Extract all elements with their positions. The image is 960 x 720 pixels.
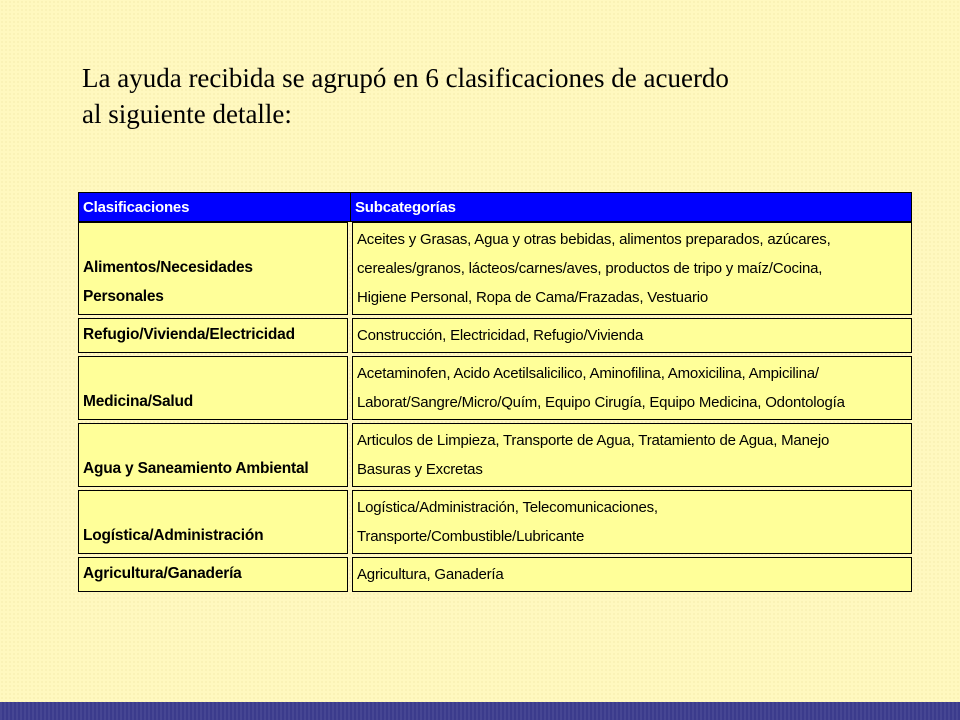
- subcategory-line: Logística/Administración, Telecomunicaciones,: [357, 499, 658, 516]
- subcategory-line: Laborat/Sangre/Micro/Quím, Equipo Cirugía, Equipo Medicina, Odontología: [357, 394, 845, 411]
- subcategory-line: cereales/granos, lácteos/carnes/aves, productos de tripo y maíz/Cocina,: [357, 260, 823, 277]
- classification-table: [78, 192, 912, 592]
- subcategory-line: Articulos de Limpieza, Transporte de Agua, Tratamiento de Agua, Manejo: [357, 432, 830, 449]
- classification-cell: [78, 490, 348, 554]
- intro-text: [82, 60, 872, 132]
- classification-line: Personales: [83, 288, 164, 305]
- classification-line: Alimentos/Necesidades: [83, 259, 253, 276]
- subcategory-line: Aceites y Grasas, Agua y otras bebidas, alimentos preparados, azúcares,: [357, 231, 831, 248]
- header-clasificaciones: Clasificaciones: [79, 193, 351, 221]
- classification-line: Agricultura/Ganadería: [83, 565, 242, 582]
- intro-line-2: al siguiente detalle:: [82, 99, 292, 129]
- table-header: [78, 192, 912, 222]
- subcategory-cell: [352, 356, 912, 420]
- subcategory-cell: [352, 557, 912, 592]
- subcategory-line: Basuras y Excretas: [357, 461, 483, 478]
- table-row: [78, 423, 912, 487]
- header-subcategorias: Subcategorías: [355, 199, 456, 216]
- classification-line: Refugio/Vivienda/Electricidad: [83, 326, 295, 343]
- classification-cell: [78, 318, 348, 353]
- table-row: [78, 318, 912, 353]
- table-row: [78, 356, 912, 420]
- subcategory-cell: [352, 490, 912, 554]
- subcategory-line: Higiene Personal, Ropa de Cama/Frazadas, Vestuario: [357, 289, 709, 306]
- subcategory-line: Acetaminofen, Acido Acetilsalicilico, Aminofilina, Amoxicilina, Ampicilina/: [357, 365, 819, 382]
- subcategory-cell: [352, 423, 912, 487]
- classification-cell: [78, 222, 348, 315]
- subcategory-line: Construcción, Electricidad, Refugio/Vivienda: [357, 327, 644, 344]
- footer-bar: [0, 702, 960, 720]
- classification-cell: [78, 356, 348, 420]
- table-row: [78, 490, 912, 554]
- table-row: [78, 222, 912, 315]
- subcategory-cell: [352, 222, 912, 315]
- intro-line-1: La ayuda recibida se agrupó en 6 clasificaciones de acuerdo: [82, 63, 729, 93]
- classification-cell: [78, 423, 348, 487]
- table-row: [78, 557, 912, 592]
- classification-line: Agua y Saneamiento Ambiental: [83, 460, 309, 477]
- classification-line: Logística/Administración: [83, 527, 264, 544]
- classification-line: Medicina/Salud: [83, 393, 194, 410]
- subcategory-line: Transporte/Combustible/Lubricante: [357, 528, 585, 545]
- classification-cell: [78, 557, 348, 592]
- subcategory-cell: [352, 318, 912, 353]
- subcategory-line: Agricultura, Ganadería: [357, 566, 504, 583]
